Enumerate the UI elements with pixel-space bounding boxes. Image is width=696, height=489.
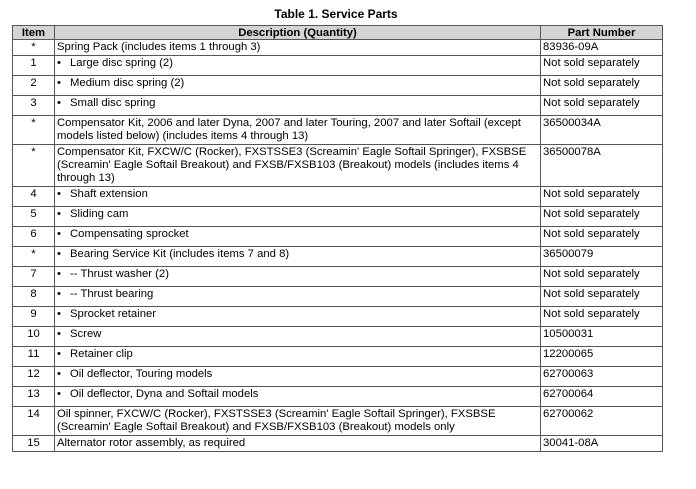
header-row — [13, 26, 663, 40]
table-row — [13, 247, 663, 267]
table-row — [13, 387, 663, 407]
part-number-cell: 36500034A — [541, 116, 663, 145]
part-number-cell: 36500079 — [541, 247, 663, 267]
part-number-cell: Not sold separately — [541, 267, 663, 287]
part-number-cell: 12200065 — [541, 347, 663, 367]
description-cell — [55, 96, 541, 116]
part-number-cell: 83936-09A — [541, 40, 663, 56]
part-number-cell: 36500078A — [541, 145, 663, 187]
table-row — [13, 436, 663, 452]
part-number-cell: Not sold separately — [541, 76, 663, 96]
part-number-cell: 62700063 — [541, 367, 663, 387]
description-text: Sliding cam — [70, 208, 129, 220]
item-cell: * — [13, 116, 55, 145]
description-cell — [55, 145, 541, 187]
table-row — [13, 307, 663, 327]
description-cell — [55, 307, 541, 327]
table-row — [13, 56, 663, 76]
description-cell — [55, 116, 541, 145]
bullet-marker: • — [57, 328, 61, 340]
bullet-marker: • — [57, 228, 61, 240]
bullet-marker: • — [57, 248, 61, 260]
part-number-cell: Not sold separately — [541, 287, 663, 307]
item-cell: 2 — [13, 76, 55, 96]
description-cell — [55, 56, 541, 76]
part-number-cell: 62700062 — [541, 407, 663, 436]
table-row — [13, 96, 663, 116]
description-text: -- Thrust washer (2) — [70, 268, 169, 280]
description-text: Oil deflector, Touring models — [70, 368, 213, 380]
item-cell: 6 — [13, 227, 55, 247]
description-cell — [55, 347, 541, 367]
table-row — [13, 145, 663, 187]
description-text: Oil spinner, FXCW/C (Rocker), FXSTSSE3 (Screamin' Eagle Softail Springer), FXSBSE (Screamin' Eagle Softail Breakout) and FXSB/FXSB103 (Breakout) models only — [57, 408, 496, 433]
table-row — [13, 347, 663, 367]
item-cell: 10 — [13, 327, 55, 347]
part-number-cell: 62700064 — [541, 387, 663, 407]
table-row — [13, 327, 663, 347]
description-cell — [55, 327, 541, 347]
bullet-marker: • — [57, 268, 61, 280]
part-number-cell: Not sold separately — [541, 187, 663, 207]
description-cell — [55, 267, 541, 287]
description-text: Compensating sprocket — [70, 228, 189, 240]
bullet-marker: • — [57, 77, 61, 89]
table-row — [13, 116, 663, 145]
bullet-marker: • — [57, 388, 61, 400]
item-cell: 14 — [13, 407, 55, 436]
part-number-cell: Not sold separately — [541, 227, 663, 247]
item-cell: 5 — [13, 207, 55, 227]
table-row — [13, 227, 663, 247]
item-cell: * — [13, 40, 55, 56]
description-cell — [55, 187, 541, 207]
description-text: Small disc spring — [70, 97, 156, 109]
bullet-marker: • — [57, 57, 61, 69]
part-number-cell: 30041-08A — [541, 436, 663, 452]
table-row — [13, 207, 663, 227]
item-cell: 1 — [13, 56, 55, 76]
table-row — [13, 40, 663, 56]
table-row — [13, 287, 663, 307]
description-cell — [55, 76, 541, 96]
description-cell — [55, 367, 541, 387]
part-number-cell: Not sold separately — [541, 96, 663, 116]
table-row — [13, 76, 663, 96]
bullet-marker: • — [57, 348, 61, 360]
description-text: Compensator Kit, FXCW/C (Rocker), FXSTSSE3 (Screamin' Eagle Softail Springer), FXSBSE (Screamin' Eagle Softail Breakout) and FXSB/FXSB103 (Breakout) models (includes items 4 through 13) — [57, 146, 527, 184]
bullet-marker: • — [57, 97, 61, 109]
bullet-marker: • — [57, 208, 61, 220]
description-text: Shaft extension — [70, 188, 148, 200]
description-cell — [55, 247, 541, 267]
part-number-cell: Not sold separately — [541, 207, 663, 227]
part-number-column-header: Part Number — [541, 26, 663, 40]
description-text: Retainer clip — [70, 348, 133, 360]
description-column-header: Description (Quantity) — [55, 26, 541, 40]
table-row — [13, 187, 663, 207]
description-text: Large disc spring (2) — [70, 57, 173, 69]
service-parts-table — [12, 25, 663, 452]
part-number-cell: 10500031 — [541, 327, 663, 347]
item-cell: * — [13, 247, 55, 267]
item-cell: * — [13, 145, 55, 187]
item-cell: 4 — [13, 187, 55, 207]
item-cell: 7 — [13, 267, 55, 287]
table-row — [13, 367, 663, 387]
item-column-header: Item — [13, 26, 55, 40]
description-text: Bearing Service Kit (includes items 7 and 8) — [70, 248, 290, 260]
item-cell: 11 — [13, 347, 55, 367]
bullet-marker: • — [57, 368, 61, 380]
description-cell — [55, 40, 541, 56]
description-text: -- Thrust bearing — [70, 288, 154, 300]
description-text: Screw — [70, 328, 102, 340]
description-text: Oil deflector, Dyna and Softail models — [70, 388, 259, 400]
item-cell: 3 — [13, 96, 55, 116]
item-cell: 12 — [13, 367, 55, 387]
table-title: Table 1. Service Parts — [274, 7, 398, 21]
description-cell — [55, 387, 541, 407]
description-cell — [55, 407, 541, 436]
description-cell — [55, 287, 541, 307]
item-cell: 13 — [13, 387, 55, 407]
table-row — [13, 407, 663, 436]
bullet-marker: • — [57, 188, 61, 200]
description-cell — [55, 207, 541, 227]
description-text: Alternator rotor assembly, as required — [57, 437, 246, 449]
item-cell: 9 — [13, 307, 55, 327]
part-number-cell: Not sold separately — [541, 56, 663, 76]
description-text: Spring Pack (includes items 1 through 3) — [57, 41, 261, 53]
description-cell — [55, 436, 541, 452]
description-text: Medium disc spring (2) — [70, 77, 185, 89]
bullet-marker: • — [57, 308, 61, 320]
description-text: Compensator Kit, 2006 and later Dyna, 2007 and later Touring, 2007 and later Softail (except models listed below) (includes items 4 through 13) — [57, 117, 521, 142]
description-text: Sprocket retainer — [70, 308, 157, 320]
bullet-marker: • — [57, 288, 61, 300]
item-cell: 8 — [13, 287, 55, 307]
part-number-cell: Not sold separately — [541, 307, 663, 327]
item-cell: 15 — [13, 436, 55, 452]
description-cell — [55, 227, 541, 247]
table-row — [13, 267, 663, 287]
